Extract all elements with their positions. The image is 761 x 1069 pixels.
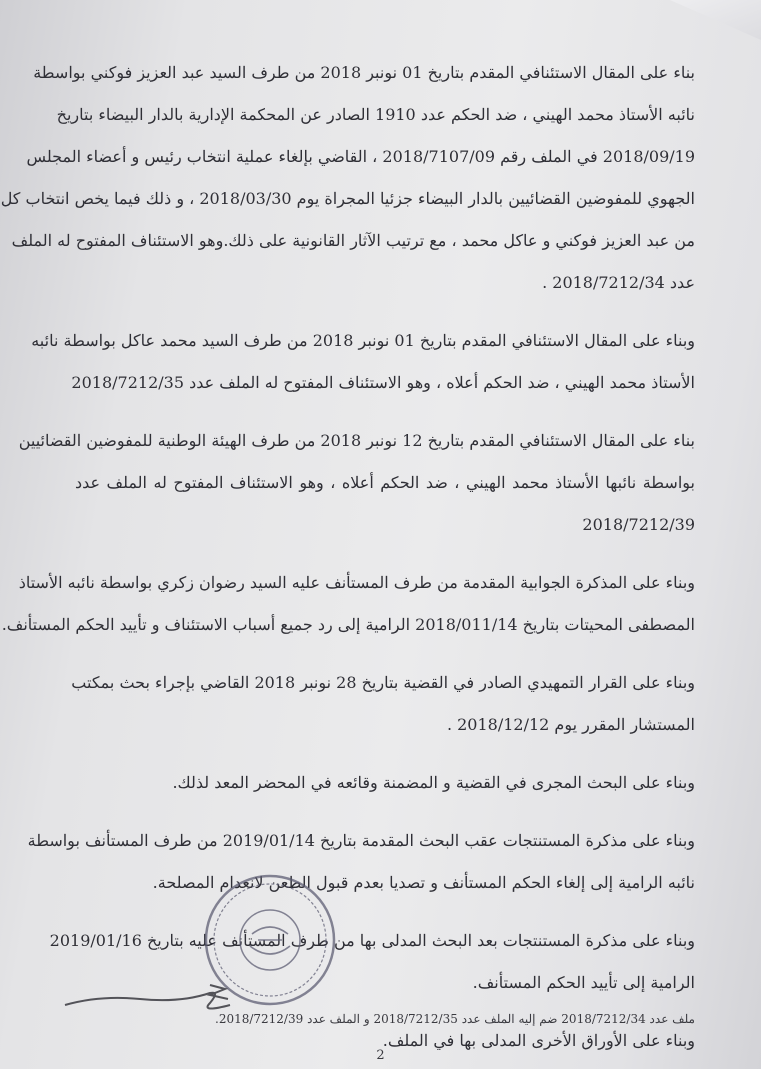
text-line: نائبه الرامية إلى إلغاء الحكم المستأنف و تصديا بعدم قبول الطعن لانعدام المصلحة.	[152, 873, 695, 892]
text-line: المصطفى المحيتات بتاريخ 2018/011/14 الرامية إلى رد جميع أسباب الاستئناف و تأييد الحكم المستأنف.	[1, 615, 695, 634]
paragraph-appeal-national-body	[18, 420, 695, 546]
text-line: عدد 2018/7212/34 .	[542, 273, 695, 292]
text-line: بناء على المقال الاستئنافي المقدم بتاريخ 01 نونبر 2018 من طرف السيد عبد العزيز فوكني بواسطة	[33, 63, 695, 82]
paragraph-appeal-akel	[31, 320, 695, 404]
text-line: الأستاذ محمد الهيني ، ضد الحكم أعلاه ، وهو الاستئناف المفتوح له الملف عدد 2018/7212/35	[71, 373, 695, 392]
text-line: نائبه الأستاذ محمد الهيني ، ضد الحكم عدد 1910 الصادر عن المحكمة الإدارية بالدار البيضاء بتاريخ	[56, 105, 695, 124]
text-line: وبناء على القرار التمهيدي الصادر في القضية بتاريخ 28 نونبر 2018 القاضي بإجراء بحث بمكتب	[71, 673, 695, 692]
paragraph-appellant-conclusions	[27, 820, 695, 904]
text-line: وبناء على المقال الاستئنافي المقدم بتاريخ 01 نونبر 2018 من طرف السيد محمد عاكل بواسطة نائبه	[31, 331, 695, 350]
text-line: من عبد العزيز فوكني و عاكل محمد ، مع ترتيب الآثار القانونية على ذلك.وهو الاستئناف المفتوح له الملف	[11, 231, 695, 250]
text-line: الجهوي للمفوضين القضائيين بالدار البيضاء جزئيا المجراة يوم 2018/03/30 ، و ذلك فيما يخص انتخاب كل	[0, 189, 695, 208]
page-number: 2	[376, 1048, 385, 1063]
text-line: وبناء على مذكرة المستنتجات عقب البحث المقدمة بتاريخ 2019/01/14 من طرف المستأنف بواسطة	[27, 831, 695, 850]
paragraph-investigation	[75, 762, 695, 804]
file-reference-note: ملف عدد 2018/7212/34 ضم إليه الملف عدد 2018/7212/35 و الملف عدد 2018/7212/39.	[214, 1012, 695, 1026]
text-line: بواسطة نائبها الأستاذ محمد الهيني ، ضد الحكم أعلاه ، وهو الاستئناف المفتوح له الملف عدد	[75, 473, 695, 492]
text-line: وبناء على الأوراق الأخرى المدلى بها في الملف.	[382, 1031, 695, 1050]
paragraph-preliminary-decision	[71, 662, 695, 746]
paragraph-reply-memo	[1, 562, 695, 646]
document-body	[0, 52, 695, 1069]
text-line: 2018/7212/39	[582, 515, 695, 534]
text-line: وبناء على البحث المجرى في القضية و المضمنة وقائعه في المحضر المعد لذلك.	[172, 773, 695, 792]
text-line: وبناء على مذكرة المستنتجات بعد البحث المدلى بها من طرف المستأنف عليه بتاريخ 2019/01/16	[49, 931, 695, 950]
text-line: وبناء على المذكرة الجوابية المقدمة من طرف المستأنف عليه السيد رضوان زكري بواسطة نائبه الأستاذ	[18, 573, 695, 592]
paragraph-appeal-fouknani	[0, 52, 695, 304]
text-line: المستشار المقرر يوم 2018/12/12 .	[446, 715, 695, 734]
text-line: 2018/09/19 في الملف رقم 2018/7107/09 ، القاضي بإلغاء عملية انتخاب رئيس و أعضاء المجلس	[26, 147, 695, 166]
page-fold-corner	[631, 0, 761, 40]
text-line: بناء على المقال الاستئنافي المقدم بتاريخ 12 نونبر 2018 من طرف الهيئة الوطنية للمفوضين القضائيين	[18, 431, 695, 450]
text-line: الرامية إلى تأييد الحكم المستأنف.	[472, 973, 695, 992]
